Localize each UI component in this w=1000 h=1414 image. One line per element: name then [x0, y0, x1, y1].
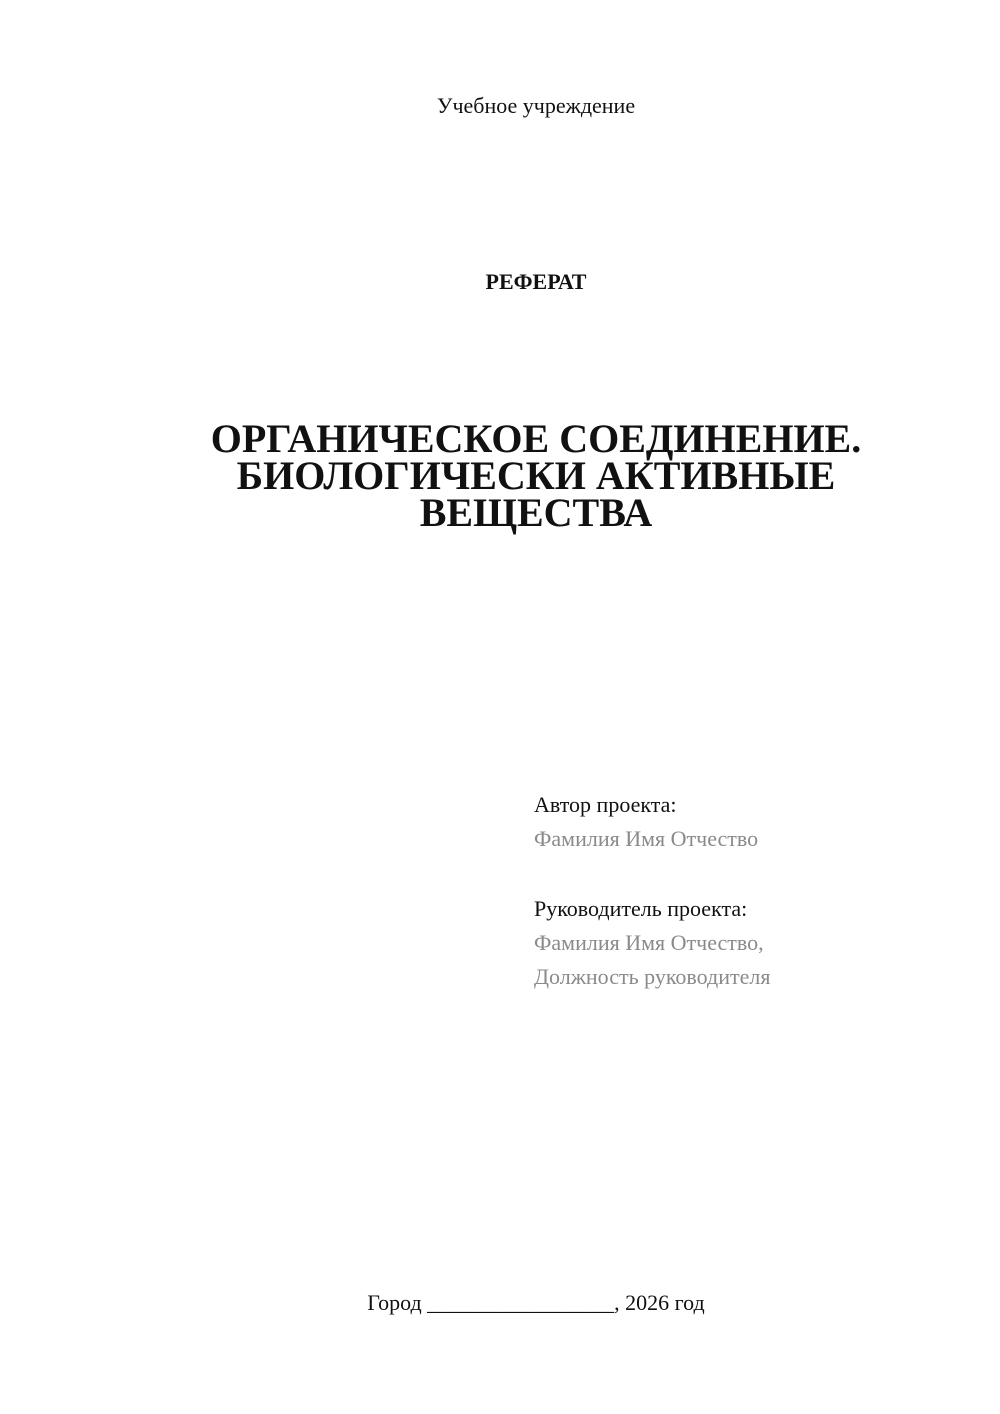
title-line-3: ВЕЩЕСТВА: [419, 490, 653, 535]
author-label: Автор проекта:: [534, 792, 677, 817]
city-year-line: Город _________________, 2026 год: [367, 1290, 705, 1315]
title-line-1: ОРГАНИЧЕСКОЕ СОЕДИНЕНИЕ.: [210, 416, 862, 461]
credits-block: [534, 788, 974, 994]
institution-name: Учебное учреждение: [436, 93, 636, 118]
supervisor-label: Руководитель проекта:: [534, 896, 748, 921]
credits-spacer: [534, 856, 974, 892]
supervisor-name: Фамилия Имя Отчество,: [534, 930, 764, 955]
supervisor-position: Должность руководителя: [534, 964, 771, 989]
document-title: [200, 416, 872, 535]
author-name: Фамилия Имя Отчество: [534, 826, 759, 851]
title-line-2: БИОЛОГИЧЕСКИ АКТИВНЫЕ: [236, 453, 836, 498]
document-type: РЕФЕРАТ: [485, 269, 587, 294]
